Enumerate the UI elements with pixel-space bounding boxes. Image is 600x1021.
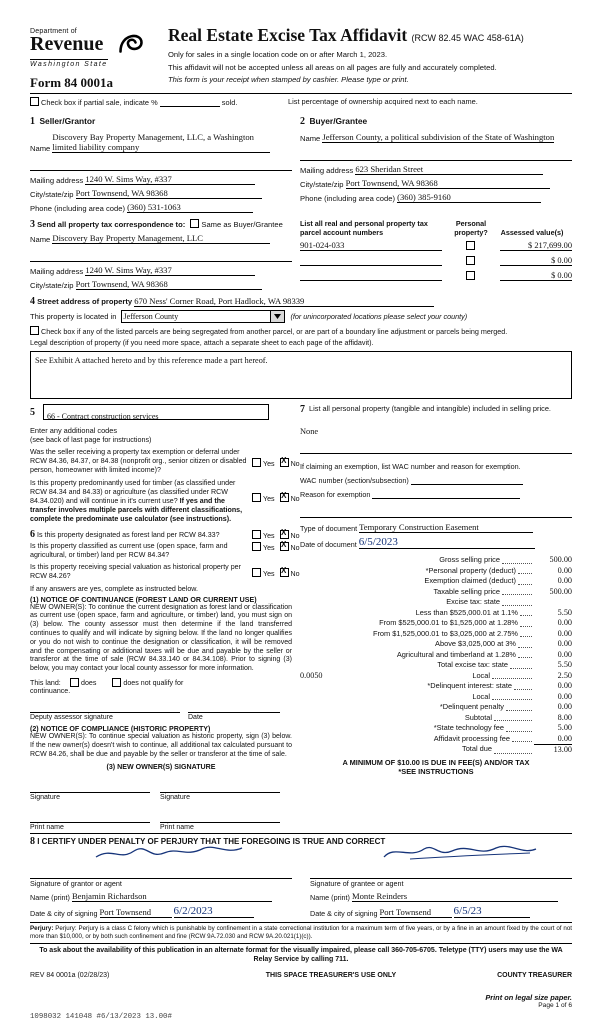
section-4 xyxy=(30,296,572,399)
tax-value-1: 0.00 xyxy=(557,565,572,575)
new-owner-signature-input-1[interactable] xyxy=(30,783,150,793)
corr-heading: Send all property tax correspondence to: xyxy=(37,220,186,229)
grantor-signature-block xyxy=(30,847,302,918)
perjury-label: Perjury: xyxy=(30,925,54,933)
corr-name-overflow xyxy=(30,250,292,262)
seller-name-overflow xyxy=(30,159,292,171)
parcel-personal-checkbox-0[interactable] xyxy=(466,241,475,250)
buyer-heading: Buyer/Grantee xyxy=(309,116,368,126)
tax-label-12: *Delinquent interest: state xyxy=(427,681,512,690)
seller-mailing-row xyxy=(30,174,292,185)
tax-value-6: 0.00 xyxy=(557,618,572,627)
sec4-street-input[interactable]: 670 Ness' Corner Road, Port Hadlock, WA 98339 xyxy=(134,296,434,307)
lower-columns xyxy=(30,404,572,831)
tax-label-16: *State technology fee xyxy=(433,723,504,732)
tax-value-17: 0.00 xyxy=(557,733,572,743)
title-block xyxy=(162,26,572,86)
deputy-assessor-date-input[interactable] xyxy=(188,703,280,713)
sec7-wac-label: WAC number (section/subsection) xyxy=(300,476,409,485)
sec6-notice3-title: (3) NEW OWNER(S) SIGNATURE xyxy=(106,763,216,772)
form-number: Form 84 0001a xyxy=(30,75,114,90)
table-row xyxy=(300,266,572,281)
sec4-segregated-note: Check box if any of the listed parcels are being segregated from another parcel, or are part of a boundary line adjustment or parcels being merged. xyxy=(41,327,508,336)
rev-number: REV 84 0001a (02/28/23) xyxy=(30,972,110,980)
partial-sale-percent-input[interactable] xyxy=(160,97,220,107)
grantee-signature-block xyxy=(302,847,572,918)
grantee-date-label: Date & city of signing xyxy=(310,909,378,919)
sec7-doctype-input[interactable]: Temporary Construction Easement xyxy=(359,522,533,533)
buyer-csz-label: City/state/zip xyxy=(300,180,344,189)
use-code-value: 66 - Contract construction services xyxy=(47,412,159,421)
sec6-notice1-title: (1) NOTICE OF CONTINUANCE (FOREST LAND OR CURRENT USE) xyxy=(30,595,257,604)
seller-phone-input[interactable]: (360) 531-1063 xyxy=(127,202,253,213)
tax-value-15: 8.00 xyxy=(557,712,572,722)
sec5-exemption-no-label: No xyxy=(290,460,300,468)
new-owner-signature-input-2[interactable] xyxy=(160,783,280,793)
tax-line-6 xyxy=(300,618,572,629)
parcel-table-block xyxy=(292,219,572,290)
sec4-street-label: Street address of property xyxy=(37,297,133,306)
sec7-exemption-claim: If claiming an exemption, list WAC number and reason for exemption. xyxy=(300,462,521,471)
tax-value-18: 13.00 xyxy=(534,744,572,756)
tax-label-11: Local xyxy=(472,670,490,680)
tax-line-4 xyxy=(300,597,572,608)
title-text: Real Estate Excise Tax Affidavit xyxy=(168,25,408,45)
section-5-6: 5 66 - Contract construction services Enter any additional codes (see back of last page for instructions) Was the seller receiving a property tax exemption or deferral under RCW 84.36, 84.37, or 84.38 (nonprofit org., senior citizen or disabled person, homeowner with limited income)? Yes X No Is this property predominantly used for timber (as classified under RCW 84.34 and 84.33) or agriculture (as classified under RCW 84.34.020) and will continue in it's current use? If yes and the transfer involves multiple parcels with different classifications, complete the predominate use calculator (see instructions). Yes X No 6 Is this property designated as forest land per RCW 84.33? Yes XNo Is this property classified as current use (open space, farm and agricultural, or timber) land per RCW 84.34? Yes XNo Is this property receiving special valuation as historical property per RCW 84.26? Yes XNo If any answers are yes, complete as instructed below. (1) NOTICE OF CONTINUANCE (FOREST LAND OR CURRENT USE) NEW OWNER(S): To continue the current designation as forest land or classification as current use (open space, farm and agriculture, or timber) land, you must sign on (3) below. The county assessor must then determine if the land transferred continues to qualify and will indicate by signing below. If the land no longer qualifies or you do not wish to continue the designation or classification, it will be removed and the compensating or additional taxes will be due and payable by the seller or transferor at the time of sale (RCW 84.33.140 or 84.34.108). Prior to signing (3) below, you may contact your local county assessor for more information. This land: does does not qualify for continuance. Deputy assessor signature Date (2) NOTICE OF COMPLIANCE (HISTORIC PROPERTY) NEW OWNER(S): To continue special valuation as historic property, sign (3) below. If the new owner(s) doesn't wish to continue, all additional tax calculated pursuant to RCW 84.26, shall be due and payable by the seller or transferor at the time of sale. (3) NEW OWNER(S) SIGNATURE Signature Signature Print name Print name xyxy=(30,404,292,831)
grantee-name-input[interactable]: Monte Reinders xyxy=(352,891,558,902)
tax-label-8: Above $3,025,000 at 3% xyxy=(435,639,516,648)
form-header xyxy=(30,26,572,91)
sec5-designated-yes-checkbox[interactable] xyxy=(252,493,261,502)
parcel-personal-checkbox-2[interactable] xyxy=(466,271,475,280)
grantor-date-label: Date & city of signing xyxy=(30,909,98,919)
tax-value-2: 0.00 xyxy=(557,576,572,585)
sec5-yes2-label: Yes xyxy=(263,494,275,503)
sec4-number: 4 xyxy=(30,296,35,307)
dept-line1: Department of xyxy=(30,28,77,35)
deputy-date-label: Date xyxy=(188,714,203,722)
seller-name-label: Name xyxy=(30,144,51,153)
table-row xyxy=(300,251,572,266)
sec6-does-label: does xyxy=(81,678,97,687)
sec6-q1: Is this property designated as forest land per RCW 84.33? xyxy=(36,530,220,539)
parcel-number-input-1[interactable] xyxy=(300,255,442,266)
affidavit-form xyxy=(30,26,572,1021)
deputy-assessor-label: Deputy assessor signature xyxy=(30,714,113,722)
sec7-doctype-label: Type of document xyxy=(300,524,358,533)
sec6-number: 6 xyxy=(30,528,35,540)
sec5-designated-no-checkbox[interactable] xyxy=(280,493,289,502)
corr-name-label: Name xyxy=(30,235,51,244)
tax-value-5: 5.50 xyxy=(557,607,572,617)
tax-line-8 xyxy=(300,639,572,650)
corr-same-as-buyer-label: Same as Buyer/Grantee xyxy=(201,220,283,229)
county-select[interactable] xyxy=(121,310,285,323)
grantee-sig-label: Signature of grantee or agent xyxy=(310,879,404,889)
header-sub2: This affidavit will not be accepted unless all areas on all pages are fully and accurately completed. xyxy=(168,62,497,72)
sec6-continuance-label: continuance. xyxy=(30,687,71,696)
seller-name-row xyxy=(30,132,292,153)
local-rate: 0.0050 xyxy=(300,670,323,680)
buyer-mailing-label: Mailing address xyxy=(300,166,354,175)
tax-line-1 xyxy=(300,566,572,577)
parties-row xyxy=(30,111,572,213)
tax-calculation-list xyxy=(300,555,572,756)
sec5-exemption-question: Was the seller receiving a property tax exemption or deferral under RCW 84.36, 84.37, or 84.38 (nonprofit org., senior citizen or disabled person, homeowner with limited income)? xyxy=(30,448,247,475)
tax-value-14: 0.00 xyxy=(557,702,572,711)
buyer-phone-row xyxy=(300,192,572,203)
grantor-date-input[interactable]: 6/2/2023 xyxy=(174,905,254,918)
tax-label-17: Affidavit processing fee xyxy=(433,733,510,743)
seller-block xyxy=(30,111,292,213)
treasurer-use-label: THIS SPACE TREASURER'S USE ONLY xyxy=(265,972,397,980)
seller-mailing-label: Mailing address xyxy=(30,176,84,185)
grantee-city-input[interactable]: Port Townsend xyxy=(380,907,452,918)
seller-name-input[interactable]: Discovery Bay Property Management, LLC, a Washington limited liability company xyxy=(52,132,270,153)
section-7 xyxy=(292,404,572,831)
partial-sale-checkbox[interactable] xyxy=(30,97,39,106)
parcel-number-input-2[interactable] xyxy=(300,270,442,281)
footer-notes xyxy=(30,922,572,964)
buyer-name-overflow xyxy=(300,149,572,161)
sec5-additional-codes-label: Enter any additional codes xyxy=(30,426,118,435)
minimum-due-note: A MINIMUM OF $10.00 IS DUE IN FEE(S) AND/OR TAX xyxy=(342,757,530,767)
legal-description-value: See Exhibit A attached hereto and by this reference made a part hereof. xyxy=(35,356,268,365)
tax-label-9: Agricultural and timberland at 1.28% xyxy=(396,649,516,659)
tax-value-12: 0.00 xyxy=(557,681,572,690)
printname-label-2: Print name xyxy=(160,824,194,832)
dept-line3: Washington State xyxy=(30,61,108,68)
sec6-this-land-label: This land: xyxy=(30,678,61,687)
parcel-col-personal: Personal property? xyxy=(454,219,488,237)
dept-line2: Revenue xyxy=(30,33,104,55)
use-code-select[interactable] xyxy=(43,404,269,420)
sec6-does-checkbox[interactable] xyxy=(70,678,79,687)
buyer-mailing-input[interactable]: 623 Sheridan Street xyxy=(355,164,543,175)
sec7-docdate-input[interactable]: 6/5/2023 xyxy=(359,537,535,549)
buyer-csz-input[interactable]: Port Townsend, WA 98368 xyxy=(346,178,550,189)
sec5-designated-question: Is this property predominantly used for timber (as classified under RCW 84.34 and 84.33) or agriculture (as classified under RCW 84.34.020) and will continue in it's current use? xyxy=(30,478,236,506)
header-sub3: This form is your receipt when stamped by cashier. Please type or print. xyxy=(168,75,409,84)
grantor-name-label: Name (print) xyxy=(30,893,70,903)
seller-phone-row xyxy=(30,202,292,213)
signature-label-1: Signature xyxy=(30,794,60,802)
grantor-name-input[interactable]: Benjamin Richardson xyxy=(72,891,272,902)
sec5-no2-label: No xyxy=(290,494,300,503)
tax-label-5: Less than $525,000.01 at 1.1% xyxy=(415,607,518,617)
legal-paper-note: Print on legal size paper. xyxy=(485,993,572,1003)
tax-line-15 xyxy=(300,713,572,724)
sec5-exemption-yes-checkbox[interactable] xyxy=(252,458,261,467)
corr-same-as-buyer-checkbox[interactable] xyxy=(190,219,199,228)
sec6-notice1-body: NEW OWNER(S): To continue the current designation as forest land or classification as current use (open space, farm and agriculture, or timber) land, you must sign on (3) below. The county assessor must then determine if the land transferred continues to qualify and will indicate by signing below. If the land no longer qualifies or you do not wish to continue the designation or classification, it will be removed and the compensating or additional taxes will be due and payable by the seller or transferor at the time of sale (RCW 84.33.140 or 84.34.108). Prior to signing (3) below, you may contact your local county assessor for more information. xyxy=(30,603,292,673)
sec6-if-yes: If any answers are yes, complete as instructed below. xyxy=(30,584,198,593)
buyer-mailing-row xyxy=(300,164,572,175)
tax-label-4: Excise tax: state xyxy=(446,597,500,606)
tax-line-12 xyxy=(300,681,572,692)
tax-value-10: 5.50 xyxy=(557,660,572,669)
sec6-q1-no[interactable] xyxy=(280,530,289,539)
tax-label-2: Exemption claimed (deduct) xyxy=(424,576,516,585)
grantor-signature-ink xyxy=(94,845,244,861)
sec4-legal-label: Legal description of property (if you need more space, attach a separate sheet to each page of the affidavit). xyxy=(30,338,374,347)
tax-label-6: From $525,000.01 to $1,525,000 at 1.28% xyxy=(379,618,518,627)
seller-heading: Seller/Grantor xyxy=(39,116,96,126)
tax-line-7 xyxy=(300,629,572,640)
tax-line-18 xyxy=(300,744,572,756)
tax-label-0: Gross selling price xyxy=(439,555,500,564)
buyer-name-row xyxy=(300,132,572,143)
tax-label-1: *Personal property (deduct) xyxy=(425,565,516,575)
sec5-exemption-yes-label: Yes xyxy=(263,460,275,468)
tax-line-14 xyxy=(300,702,572,713)
grantee-date-input[interactable]: 6/5/23 xyxy=(454,905,530,918)
parcel-assessed-input-1[interactable]: $ 0.00 xyxy=(500,256,572,266)
sec7-personal-property-value[interactable]: None xyxy=(300,427,319,436)
tax-line-9 xyxy=(300,650,572,661)
seller-phone-label: Phone (including area code) xyxy=(30,204,125,213)
sec6-notice2-title: (2) NOTICE OF COMPLIANCE (HISTORIC PROPERTY) xyxy=(30,725,211,734)
corr-csz-row xyxy=(30,279,292,290)
parcel-col-heading: List all real and personal property tax parcel account numbers xyxy=(300,219,428,237)
tax-line-16 xyxy=(300,723,572,734)
grantee-name-label: Name (print) xyxy=(310,893,350,903)
sec5-number: 5 xyxy=(30,406,35,418)
seller-csz-input[interactable]: Port Townsend, WA 98368 xyxy=(76,188,262,199)
tax-value-9: 0.00 xyxy=(557,649,572,659)
buyer-name-input[interactable]: Jefferson County, a political subdivision of the State of Washington xyxy=(322,132,555,142)
tax-line-10 xyxy=(300,660,572,671)
printname-label-1: Print name xyxy=(30,824,64,832)
sec4-segregated-checkbox[interactable] xyxy=(30,326,39,335)
tax-line-11 xyxy=(300,671,572,682)
partial-sale-cell xyxy=(30,97,288,107)
sec6-q2-no[interactable] xyxy=(280,542,289,551)
tax-label-10: Total excise tax: state xyxy=(437,660,508,669)
buyer-phone-input[interactable]: (360) 385-9160 xyxy=(397,192,541,203)
tax-label-7: From $1,525,000.01 to $3,025,000 at 2.75% xyxy=(372,628,518,638)
tax-value-0: 500.00 xyxy=(549,555,572,564)
tax-label-3: Taxable selling price xyxy=(433,586,500,596)
correspondence-row xyxy=(30,219,572,290)
tax-line-13 xyxy=(300,692,572,703)
new-owner-printname-input-2[interactable] xyxy=(160,813,280,823)
sec4-county-hint: (for unincorporated locations please select your county) xyxy=(290,312,468,321)
tax-value-7: 0.00 xyxy=(557,628,572,638)
chevron-down-icon[interactable] xyxy=(270,311,284,322)
corr-mailing-row xyxy=(30,265,292,276)
corr-name-input[interactable]: Discovery Bay Property Management, LLC xyxy=(52,233,270,244)
tax-value-3: 500.00 xyxy=(549,586,572,596)
tax-value-16: 5.00 xyxy=(557,723,572,732)
buyer-block xyxy=(292,111,572,213)
signature-label-2: Signature xyxy=(160,794,190,802)
seller-number: 1 xyxy=(30,116,35,127)
grantor-city-input[interactable]: Port Townsend xyxy=(100,907,172,918)
sold-label: sold. xyxy=(221,98,238,107)
seller-csz-row xyxy=(30,188,292,199)
deputy-assessor-signature-input[interactable] xyxy=(30,703,180,713)
sec6-q2: Is this property classified as current use (open space, farm and agricultural, or timber) land per RCW 84.34? xyxy=(30,542,228,560)
sec6-q1-yes[interactable] xyxy=(252,530,261,539)
ownership-note: List percentage of ownership acquired next to each name. xyxy=(288,97,478,106)
tax-value-13: 0.00 xyxy=(557,691,572,701)
seller-mailing-input[interactable]: 1240 W. Sims Way, #337 xyxy=(85,174,255,185)
perjury-text: Perjury: Perjury is a class C felony which is punishable by confinement in a state correctional institution for a maximum term of five years, or by a fine in an amount fixed by the court of not more than $10,000, or by both such confinement and fine (RCW 9A.72.030 and RCW 9A.20.021(1)(c)). xyxy=(30,925,572,941)
revenue-swirl-icon xyxy=(116,26,146,56)
sec6-q3: Is this property receiving special valuation as historical property per RCW 84.26? xyxy=(30,562,241,581)
corr-number: 3 xyxy=(30,219,35,230)
parcel-col-assessed: Assessed value(s) xyxy=(500,228,564,237)
correspondence-block xyxy=(30,219,292,290)
tax-label-18: Total due xyxy=(462,744,492,753)
sec7-reason-input[interactable] xyxy=(372,489,520,499)
tax-label-14: *Delinquent penalty xyxy=(439,702,504,711)
partial-sale-row xyxy=(30,97,572,107)
corr-mailing-label: Mailing address xyxy=(30,267,84,276)
sec6-q3-no[interactable] xyxy=(280,568,289,577)
tax-value-4 xyxy=(534,597,572,608)
tax-label-15: Subtotal xyxy=(464,712,492,722)
corr-mailing-input[interactable]: 1240 W. Sims Way, #337 xyxy=(85,265,255,276)
seller-csz-label: City/state/zip xyxy=(30,190,74,199)
sec6-does-not-label: does not qualify for xyxy=(123,678,184,687)
buyer-number: 2 xyxy=(300,116,305,127)
parcel-assessed-input-0[interactable]: $ 217,699.00 xyxy=(500,241,572,251)
treasurer-stamp: 1098032 141048 #6/13/2023 13.00# xyxy=(30,1013,172,1021)
parcel-personal-checkbox-1[interactable] xyxy=(466,256,475,265)
grantor-sig-label: Signature of grantor or agent xyxy=(30,879,122,889)
dor-logo xyxy=(30,26,162,91)
header-sub1: Only for sales in a single location code on or after March 1, 2023. xyxy=(168,50,388,59)
tax-value-11: 2.50 xyxy=(557,670,572,680)
sec7-reason-label: Reason for exemption xyxy=(300,490,371,499)
treasurer-row xyxy=(30,972,572,979)
tax-value-8: 0.00 xyxy=(557,639,572,648)
see-instructions-note: *SEE INSTRUCTIONS xyxy=(398,766,474,776)
sec5-designated-note: If yes and the transfer involves multiple parcels with different classifications, complete the predominate use calculator (see instructions). xyxy=(30,497,243,524)
buyer-name-label: Name xyxy=(300,134,321,143)
section-8 xyxy=(30,833,572,918)
new-owner-printname-input-1[interactable] xyxy=(30,813,150,823)
tax-line-5 xyxy=(300,608,572,619)
county-select-value: Jefferson County xyxy=(123,312,179,321)
sec6-q2-yes[interactable] xyxy=(252,542,261,551)
grantee-signature-ink xyxy=(380,843,540,861)
title-rcw: (RCW 82.45 WAC 458-61A) xyxy=(411,33,524,43)
header-divider xyxy=(30,93,572,94)
tax-line-0 xyxy=(300,555,572,566)
sec7-heading: List all personal property (tangible and intangible) included in selling price. xyxy=(309,404,551,413)
sec5-additional-codes-note: (see back of last page for instructions) xyxy=(30,435,152,444)
parcel-number-input-0[interactable]: 901-024-033 xyxy=(300,240,442,251)
tax-label-13: Local xyxy=(472,691,490,701)
parcel-table xyxy=(300,219,572,281)
corr-csz-input[interactable]: Port Townsend, WA 98368 xyxy=(76,279,262,290)
sec7-docdate-label: Date of document xyxy=(300,540,357,549)
ada-note: To ask about the availability of this publication in an alternate format for the visually impaired, please call 360-705-6705. Teletype (TTY) users may use the WA Relay Service by calling 711. xyxy=(30,943,572,964)
page-number: Page 1 of 6 xyxy=(538,1002,572,1010)
sec6-does-not-checkbox[interactable] xyxy=(112,678,121,687)
corr-name-row xyxy=(30,233,292,244)
sec8-heading: I CERTIFY UNDER PENALTY OF PERJURY THAT THE FOREGOING IS TRUE AND CORRECT xyxy=(37,837,386,847)
tax-line-17 xyxy=(300,734,572,745)
buyer-phone-label: Phone (including area code) xyxy=(300,194,395,203)
corr-csz-label: City/state/zip xyxy=(30,281,74,290)
table-row xyxy=(300,237,572,251)
tax-line-2 xyxy=(300,576,572,587)
partial-sale-label: Check box if partial sale, indicate % xyxy=(41,98,158,107)
tax-line-3 xyxy=(300,587,572,598)
sec7-number: 7 xyxy=(300,404,305,415)
page-title xyxy=(168,26,572,48)
sec6-q3-yes[interactable] xyxy=(252,568,261,577)
legal-description-box[interactable] xyxy=(30,351,572,399)
buyer-csz-row xyxy=(300,178,572,189)
sec8-number: 8 xyxy=(30,836,35,848)
sec6-notice2-body: NEW OWNER(S): To continue special valuation as historic property, sign (3) below. If the new owner(s) doesn't wish to continue, all additional tax calculated pursuant to RCW 84.26, shall be due and payable by the seller or transferor at the time of sale. xyxy=(30,733,292,758)
sec4-located-label: This property is located in xyxy=(30,312,117,321)
parcel-assessed-input-2[interactable]: $ 0.00 xyxy=(500,271,572,281)
sec5-exemption-no-checkbox[interactable] xyxy=(280,458,289,467)
county-treasurer-label: COUNTY TREASURER xyxy=(497,972,572,980)
sec7-wac-input[interactable] xyxy=(411,475,523,485)
